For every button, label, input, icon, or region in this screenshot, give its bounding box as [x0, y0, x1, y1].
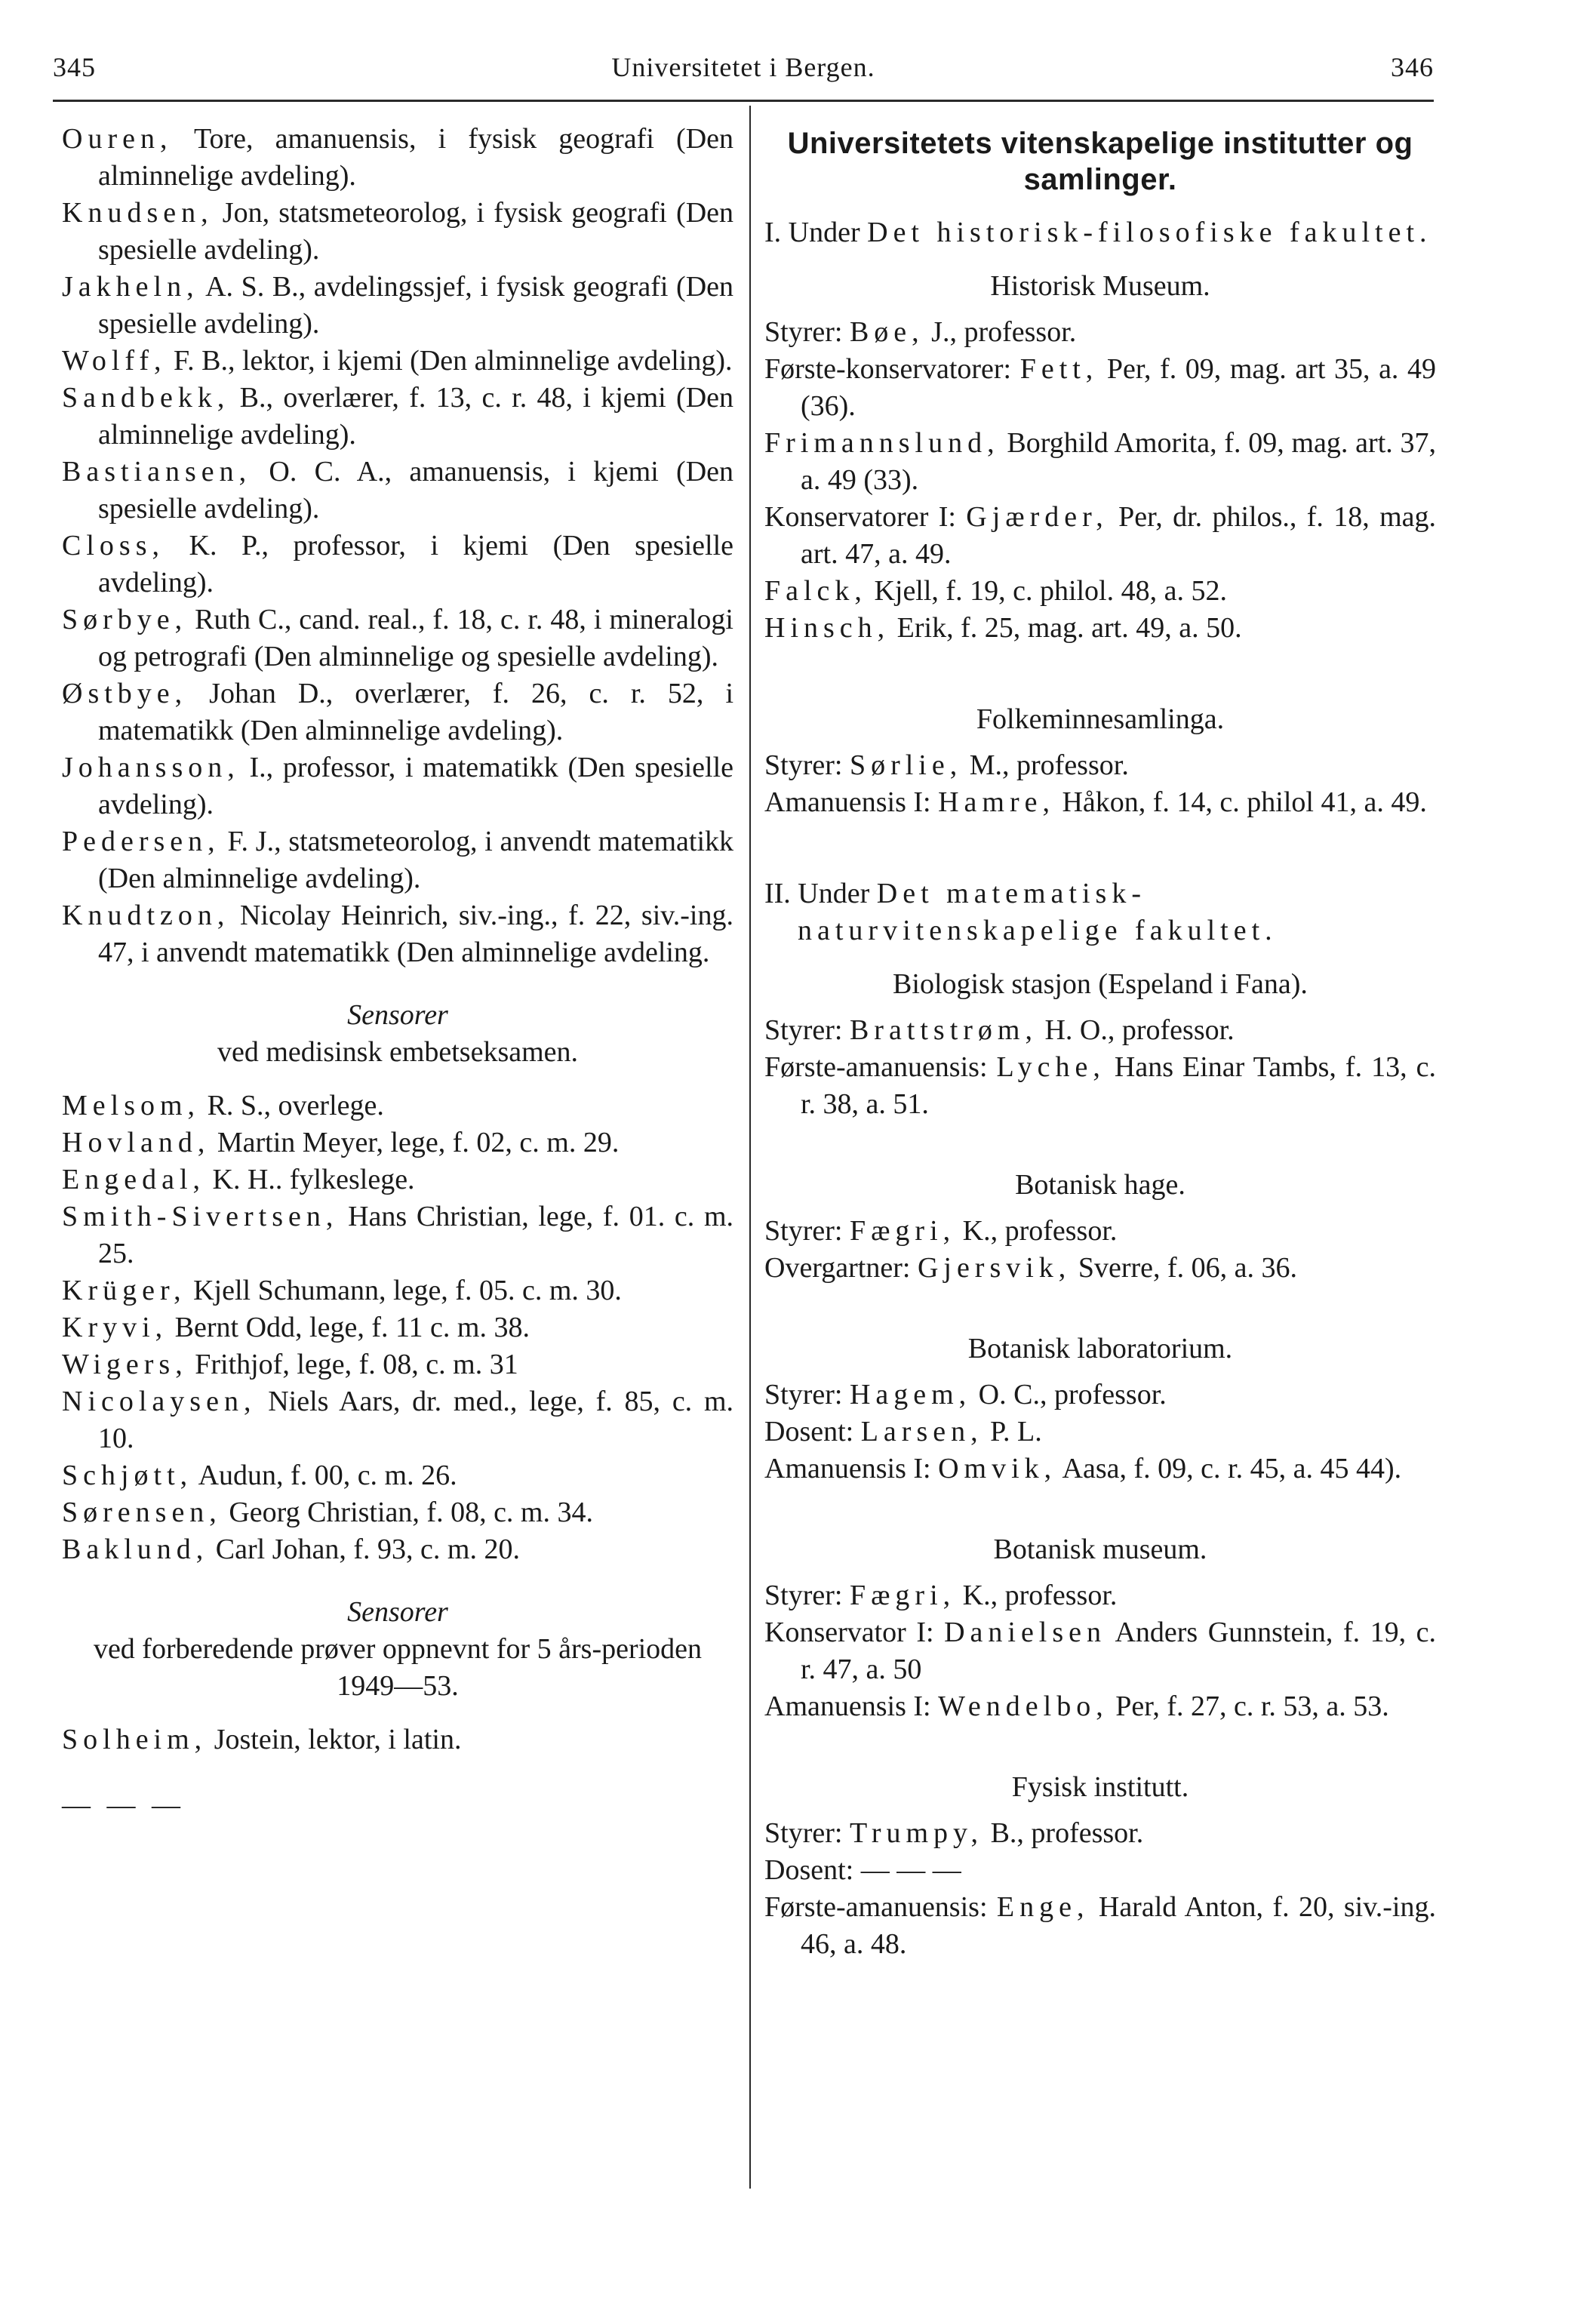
staff-line [764, 610, 1436, 647]
staff-text: Per, f. 27, c. r. 53, a. 53. [1108, 1690, 1389, 1722]
staff-line [764, 1577, 1436, 1614]
staff-line [764, 425, 1436, 499]
fysisk-institutt-section [764, 1769, 1436, 1963]
staff-line [764, 747, 1436, 784]
institute-heading: Historisk Museum. [990, 270, 1210, 302]
staff-name: Fægri, [849, 1580, 956, 1611]
staff-name: Lyche, [996, 1051, 1106, 1083]
staff-line [764, 1450, 1436, 1487]
staff-text: Hans Einar Tambs, f. 13, c. r. 38, a. 51. [801, 1051, 1436, 1120]
staff-name: Frimannslund, [764, 427, 1000, 459]
staff-name: Danielsen [944, 1617, 1107, 1648]
staff-name: Brattstrøm, [849, 1014, 1038, 1046]
entry-text: Georg Christian, f. 08, c. m. 34. [221, 1497, 593, 1528]
person-name: Sandbekk, [62, 382, 230, 414]
staff-name: Gjersvik, [917, 1252, 1072, 1284]
staff-name: Hinsch, [764, 612, 890, 644]
staff-name: Omvik, [938, 1453, 1057, 1484]
person-name: Johansson, [62, 752, 240, 783]
staff-line [764, 1049, 1436, 1123]
entry-text: Tore, amanuensis, i fysisk geografi (Den alminnelige avdeling). [98, 123, 733, 192]
staff-text: Harald Anton, f. 20, siv.-ing. 46, a. 48. [801, 1891, 1436, 1960]
staff-line [764, 573, 1436, 610]
staff-label: Dosent: [764, 1416, 861, 1447]
staff-label: Dosent: [764, 1854, 861, 1886]
historisk-museum-section [764, 268, 1436, 647]
faculty-heading-2: II. Under Det matematisk-naturvitenskapelige fakultet. [764, 878, 1278, 946]
institute-heading: Biologisk stasjon (Espeland i Fana). [893, 968, 1308, 1000]
staff-label: Styrer: [764, 1580, 850, 1611]
person-name: Melsom, [62, 1090, 201, 1121]
staff-name: Hagem, [849, 1379, 972, 1410]
staff-label: Første-amanuensis: [764, 1891, 997, 1923]
list-item [62, 269, 733, 343]
sensorer-subheading-prep: ved forberedende prøver oppnevnt for 5 års-perioden 1949—53. [93, 1633, 703, 1702]
staff-line [764, 1213, 1436, 1250]
sensorer-heading-prep: Sensorer [347, 1596, 448, 1628]
staff-text: O. C., professor. [971, 1379, 1167, 1410]
person-name: Schjøtt, [62, 1460, 193, 1491]
person-name: Jakheln, [62, 271, 199, 303]
entry-text: F. J., statsmeteorolog, i anvendt matematikk (Den alminnelige avdeling). [98, 826, 733, 894]
staff-text: K., professor. [955, 1580, 1118, 1611]
list-item [62, 749, 733, 823]
entry-text: O. C. A., amanuensis, i kjemi (Den spesielle avdeling). [98, 456, 733, 525]
staff-label: Konservator I: [764, 1617, 945, 1648]
entry-text: Audun, f. 00, c. m. 26. [192, 1460, 457, 1491]
entry-text: Johan D., overlærer, f. 26, c. r. 52, i matematikk (Den alminnelige avdeling). [98, 678, 733, 746]
faculty-heading-1: I. Under Det historisk-filosofiske fakultet. [764, 217, 1432, 248]
entry-text: F. B., lektor, i kjemi (Den alminnelige avdeling). [166, 345, 733, 377]
staff-text: Borghild Amorita, f. 09, mag. art. 37, a. 49 (33). [801, 427, 1436, 496]
staff-name: Enge, [996, 1891, 1090, 1923]
list-item [62, 1457, 733, 1494]
person-name: Sørbye, [62, 604, 188, 635]
list-item [62, 1494, 733, 1531]
staff-text: Kjell, f. 19, c. philol. 48, a. 52. [866, 575, 1227, 607]
person-name: Nicolaysen, [62, 1386, 257, 1417]
list-item [62, 121, 733, 195]
staff-label: Styrer: [764, 1817, 850, 1849]
person-name: Knudtzon, [62, 900, 230, 931]
running-title: Universitetet i Bergen. [611, 52, 875, 82]
staff-text: Håkon, f. 14, c. philol 41, a. 49. [1054, 786, 1427, 818]
institute-heading: Botanisk laboratorium. [967, 1333, 1233, 1364]
staff-label: Styrer: [764, 749, 850, 781]
botanisk-museum-section [764, 1531, 1436, 1725]
staff-text: — — — [860, 1854, 961, 1886]
list-item [62, 601, 733, 675]
header-rule [53, 100, 1434, 102]
list-item [62, 1087, 733, 1124]
entry-text: Carl Johan, f. 93, c. m. 20. [208, 1534, 520, 1565]
entry-text: K. P., professor, i kjemi (Den spesielle avdeling). [98, 530, 733, 598]
list-item [62, 1309, 733, 1346]
institute-heading: Fysisk institutt. [1011, 1771, 1189, 1803]
staff-text: K., professor. [955, 1215, 1118, 1247]
examiner-list [62, 121, 733, 971]
staff-line [764, 314, 1436, 351]
end-dash: — — — [62, 1789, 185, 1821]
person-name: Kryvi, [62, 1312, 168, 1343]
staff-name: Trumpy, [849, 1817, 984, 1849]
staff-text: Aasa, f. 09, c. r. 45, a. 45 44). [1056, 1453, 1402, 1484]
person-name: Wigers, [62, 1349, 188, 1380]
staff-text: H. O., professor. [1037, 1014, 1235, 1046]
left-column [62, 121, 733, 1853]
entry-text: Kjell Schumann, lege, f. 05. c. m. 30. [186, 1275, 622, 1306]
biologisk-stasjon-section [764, 966, 1436, 1123]
staff-name: Gjærder, [966, 501, 1109, 533]
staff-line [764, 1377, 1436, 1414]
entry-text: R. S., overlege. [200, 1090, 384, 1121]
staff-label: Styrer: [764, 1379, 850, 1410]
staff-label: Første-amanuensis: [764, 1051, 997, 1083]
staff-label: Amanuensis I: [764, 1690, 939, 1722]
staff-line [764, 351, 1436, 425]
person-name: Closs, [62, 530, 165, 561]
person-name: Sørensen, [62, 1497, 222, 1528]
staff-name: Hamre, [938, 786, 1055, 818]
staff-label: Styrer: [764, 316, 850, 348]
list-item [62, 1272, 733, 1309]
staff-label: Første-konservatorer: [764, 353, 1020, 385]
staff-label: Styrer: [764, 1215, 850, 1247]
staff-name: Bøe, [849, 316, 924, 348]
staff-label: Amanuensis I: [764, 1453, 939, 1484]
entry-text: Jon, statsmeteorolog, i fysisk geografi (Den spesielle avdeling). [98, 197, 733, 266]
page-number-right: 346 [1391, 52, 1434, 82]
person-name: Knudsen, [62, 197, 214, 229]
staff-line [764, 784, 1436, 821]
list-item: Solheim, Jostein, lektor, i latin. [62, 1724, 462, 1755]
person-name: Wolff, [62, 345, 167, 377]
botanisk-hage-section [764, 1167, 1436, 1287]
entry-text: K. H.. fylkeslege. [205, 1164, 415, 1195]
staff-text: Sverre, f. 06, a. 36. [1071, 1252, 1298, 1284]
entry-text: B., overlærer, f. 13, c. r. 48, i kjemi (Den alminnelige avdeling). [98, 382, 733, 451]
list-item [62, 1383, 733, 1457]
list-item [62, 1198, 733, 1272]
page-header [53, 38, 1434, 83]
staff-line [764, 1688, 1436, 1725]
staff-text: Per, dr. philos., f. 18, mag. art. 47, a. 49. [801, 501, 1437, 570]
staff-line [764, 1250, 1436, 1287]
list-item [62, 343, 733, 380]
entry-text: Bernt Odd, lege, f. 11 c. m. 38. [168, 1312, 530, 1343]
page-number-left: 345 [53, 52, 96, 82]
staff-label: Amanuensis I: [764, 786, 939, 818]
folkeminnesamlinga-section [764, 701, 1436, 821]
person-name: Pedersen, [62, 826, 220, 857]
section-title: Universitetets vitenskapelige institutter og samlinger. [787, 127, 1413, 196]
staff-text: J., professor. [924, 316, 1077, 348]
entry-text: Martin Meyer, lege, f. 02, c. m. 29. [210, 1127, 620, 1158]
staff-text: Anders Gunnstein, f. 19, c. r. 47, a. 50 [801, 1617, 1436, 1685]
sensorer-heading-medical: Sensorer [347, 999, 448, 1031]
list-item [62, 897, 733, 971]
institute-heading: Folkeminnesamlinga. [976, 703, 1225, 735]
column-divider [749, 106, 751, 2189]
staff-text: M., professor. [962, 749, 1129, 781]
list-item [62, 454, 733, 528]
list-item [62, 1531, 733, 1568]
entry-text: A. S. B., avdelingssjef, i fysisk geografi (Den spesielle avdeling). [98, 271, 733, 340]
staff-name: Falck, [764, 575, 867, 607]
institute-heading: Botanisk museum. [993, 1534, 1207, 1565]
institute-heading: Botanisk hage. [1015, 1169, 1185, 1201]
list-item [62, 195, 733, 269]
staff-line [764, 1815, 1436, 1852]
person-name: Ouren, [62, 123, 173, 155]
list-item [62, 823, 733, 897]
staff-label: Overgartner: [764, 1252, 918, 1284]
staff-text: B., professor. [983, 1817, 1144, 1849]
staff-text: Erik, f. 25, mag. art. 49, a. 50. [890, 612, 1242, 644]
person-name: Hovland, [62, 1127, 211, 1158]
staff-name: Fett, [1019, 353, 1099, 385]
staff-line [764, 1614, 1436, 1688]
person-name: Østbye, [62, 678, 188, 709]
right-column [764, 121, 1436, 1963]
person-name: Baklund, [62, 1534, 209, 1565]
sensorer-subheading-medical: ved medisinsk embetseksamen. [217, 1036, 579, 1068]
person-name: Krüger, [62, 1275, 186, 1306]
entry-text: Niels Aars, dr. med., lege, f. 85, c. m. 10. [98, 1386, 733, 1454]
staff-line [764, 1852, 1436, 1889]
entry-text: Nicolay Heinrich, siv.-ing., f. 22, siv.-ing. 47, i anvendt matematikk (Den alminnelige avdeling. [98, 900, 733, 968]
staff-line [764, 1012, 1436, 1049]
list-item [62, 528, 733, 601]
entry-text: Frithjof, lege, f. 08, c. m. 31 [187, 1349, 518, 1380]
medical-sensor-list [62, 1087, 733, 1568]
staff-name: Wendelbo, [938, 1690, 1109, 1722]
list-item [62, 675, 733, 749]
list-item [62, 1161, 733, 1198]
person-name: Smith-Sivertsen, [62, 1201, 339, 1232]
person-name: Engedal, [62, 1164, 206, 1195]
staff-text: Per, f. 09, mag. art 35, a. 49 (36). [801, 353, 1436, 422]
entry-text: Hans Christian, lege, f. 01. c. m. 25. [98, 1201, 733, 1269]
staff-name: Sørlie, [849, 749, 963, 781]
botanisk-laboratorium-section [764, 1331, 1436, 1487]
staff-name: Fægri, [849, 1215, 956, 1247]
entry-text: I., professor, i matematikk (Den spesielle avdeling). [98, 752, 733, 820]
list-item [62, 1346, 733, 1383]
entry-text: Ruth C., cand. real., f. 18, c. r. 48, i mineralogi og petrografi (Den alminnelige og spesielle avdeling). [98, 604, 733, 672]
person-name: Bastiansen, [62, 456, 252, 488]
staff-text: P. L. [983, 1416, 1042, 1447]
staff-name: Larsen, [860, 1416, 983, 1447]
staff-line [764, 499, 1436, 573]
staff-line [764, 1414, 1436, 1450]
list-item [62, 380, 733, 454]
list-item [62, 1124, 733, 1161]
staff-line [764, 1889, 1436, 1963]
staff-label: Konservatorer I: [764, 501, 967, 533]
staff-label: Styrer: [764, 1014, 850, 1046]
